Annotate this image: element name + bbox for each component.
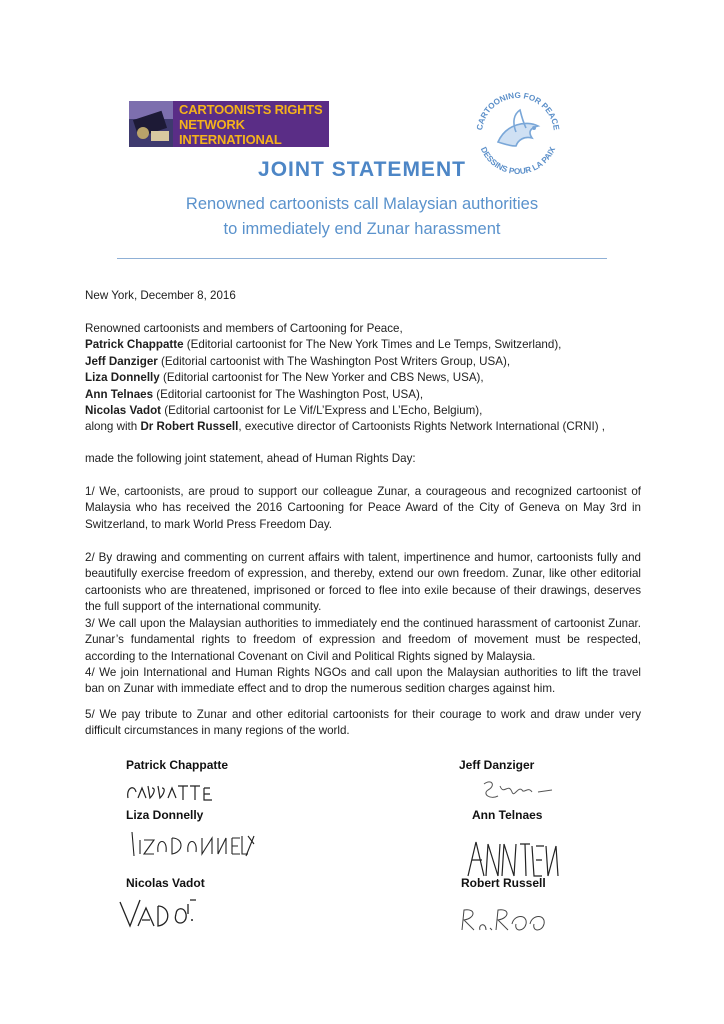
signature-name-danziger: Jeff Danziger: [459, 758, 535, 772]
signatory-line: [85, 403, 641, 419]
signatory-desc: (Editorial cartoonist for The Washington Post, USA),: [153, 387, 424, 401]
signatories-block: [85, 321, 641, 436]
signature-telnaes: [464, 836, 564, 880]
signatory-desc: (Editorial cartoonist for The New Yorker and CBS News, USA),: [159, 371, 484, 385]
intro-line: Renowned cartoonists and members of Cartooning for Peace,: [85, 322, 403, 335]
signatory-name: Liza Donnelly: [85, 371, 160, 385]
signature-donnelly: [128, 826, 258, 862]
cfp-logo-bottom-text: DESSINS POUR LA PAIX: [478, 145, 558, 177]
signatory-name: Patrick Chappatte: [85, 338, 184, 352]
crni-logo-line1: CARTOONISTS RIGHTS: [179, 101, 323, 117]
signature-name-vadot: Nicolas Vadot: [126, 876, 205, 890]
signature-name-chappatte: Patrick Chappatte: [126, 758, 229, 772]
subtitle: [0, 192, 724, 242]
crni-logo-line2: NETWORK INTERNATIONAL: [179, 116, 282, 147]
signature-name-telnaes: Ann Telnaes: [472, 808, 543, 822]
crni-logo-text: [173, 101, 329, 147]
dove-icon: [498, 110, 538, 146]
statement-lead: made the following joint statement, ahead of Human Rights Day:: [85, 452, 416, 465]
dateline: New York, December 8, 2016: [85, 289, 236, 302]
point-1: 1/ We, cartoonists, are proud to support our colleague Zunar, a courageous and recognized cartoonist of Malaysia who has received the 2016 Cartooning for Peace Award of the City of Geneva on May 3rd in Switzerland, to mark World Press Freedom Day.: [85, 485, 641, 531]
signatory-desc: (Editorial cartoonist for The New York Times and Le Temps, Switzerland),: [183, 338, 562, 352]
page-title: JOINT STATEMENT: [258, 158, 466, 181]
crni-logo: [129, 101, 329, 147]
signature-name-donnelly: Liza Donnelly: [126, 808, 204, 822]
signatory-line: [85, 370, 641, 386]
signatory-line: [85, 337, 641, 353]
header-divider: [117, 258, 607, 259]
signature-russell: [458, 906, 558, 934]
signatory-line: [85, 354, 641, 370]
signature-vadot: [116, 892, 196, 932]
signatory-name: Ann Telnaes: [85, 387, 154, 401]
point-3: 3/ We call upon the Malaysian authorities to immediately end the continued harassment of cartoonist Zunar. Zunar’s fundamental rights to freedom of expression and freedom of movement must be respected, according to the International Covenant on Civil and Political Rights signed by Malaysia.: [85, 617, 641, 663]
along-with-line: [85, 419, 641, 435]
point-2: 2/ By drawing and commenting on current affairs with talent, impertinence and humor, cartoonists fully and beautifully exercise freedom of expression, and thereby, extend our own freedom. Zunar, like other editorial cartoonists who are threatened, imprisoned or forced to flee into exile because of their drawings, deserves the full support of the international community.: [85, 551, 641, 614]
along-suffix: , executive director of Cartoonists Rights Network International (CRNI) ,: [238, 420, 606, 434]
signature-name-russell: Robert Russell: [461, 876, 546, 890]
along-prefix: along with: [85, 420, 141, 434]
crni-logo-image: [129, 101, 173, 147]
signature-danziger: [478, 776, 558, 804]
point-5: 5/ We pay tribute to Zunar and other editorial cartoonists for their courage to work and draw under very difficult circumstances in many regions of the world.: [85, 708, 641, 738]
signatory-name: Jeff Danziger: [85, 354, 158, 368]
subtitle-line1: Renowned cartoonists call Malaysian authorities: [185, 195, 539, 213]
signatory-desc: (Editorial cartoonist with The Washington Post Writers Group, USA),: [157, 354, 511, 368]
along-name: Dr Robert Russell: [140, 420, 239, 434]
point-4: 4/ We join International and Human Rights NGOs and call upon the Malaysian authorities to lift the travel ban on Zunar with immediate effect and to drop the numerous sedition charges against him.: [85, 666, 641, 696]
subtitle-line2: to immediately end Zunar harassment: [223, 220, 501, 238]
signatory-line: [85, 387, 641, 403]
signature-chappatte: [124, 778, 214, 806]
signatory-name: Nicolas Vadot: [85, 404, 162, 418]
signatory-desc: (Editorial cartoonist for Le Vif/L’Express and L’Echo, Belgium),: [161, 404, 483, 418]
cfp-logo-top-text: CARTOONING FOR PEACE: [475, 90, 561, 131]
